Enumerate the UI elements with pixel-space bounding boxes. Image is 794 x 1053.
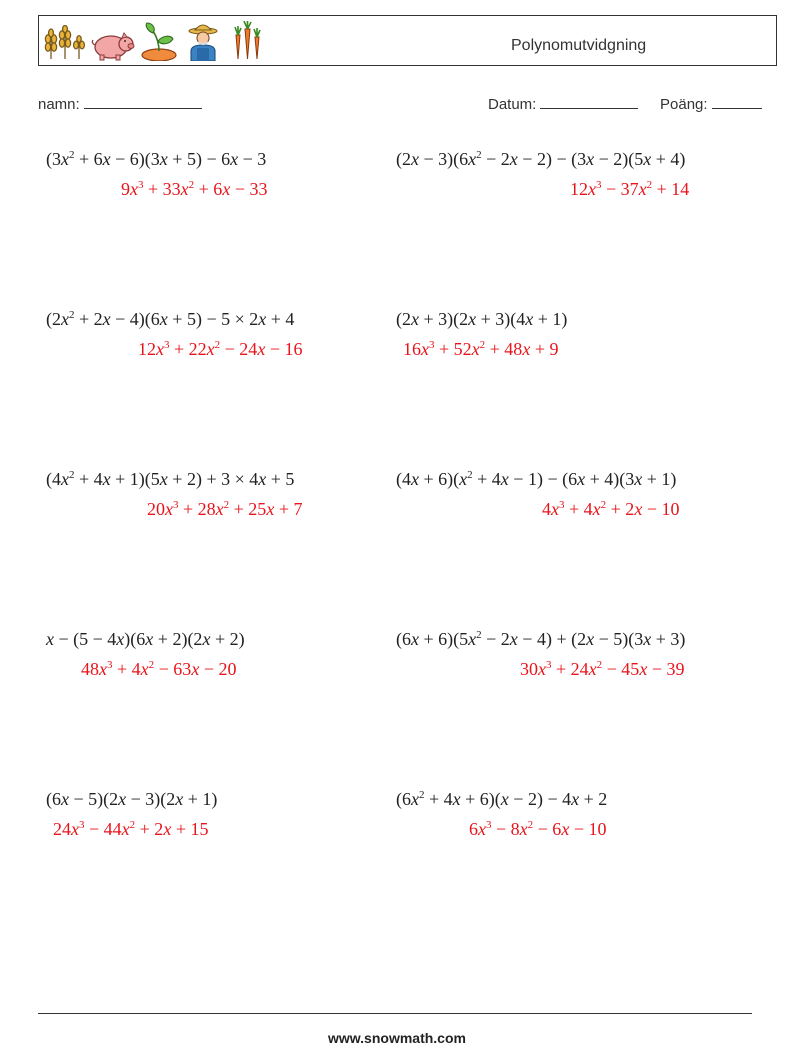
problem-answer: $6x^3 - 8x^2 - 6x - 10$	[469, 819, 607, 839]
problem-answer: $48x^3 + 4x^2 - 63x - 20$	[81, 659, 237, 679]
problem-answer: $9x^3 + 33x^2 + 6x - 33$	[121, 179, 268, 199]
carrots-icon	[227, 21, 267, 61]
problem-question: (2x + 3)(2x + 3)(4x + 1)	[396, 309, 568, 329]
problem-answer: $24x^3 - 44x^2 + 2x + 15$	[53, 819, 209, 839]
worksheet-title: Polynomutvidgning	[511, 37, 647, 54]
problem-question: x − (5 − 4x)(6x + 2)(2x + 2)	[46, 629, 245, 649]
sprout-icon	[139, 21, 179, 61]
problem-answer: $12x^3 + 22x^2 - 24x - 16$	[138, 339, 303, 359]
problem-answer: $12x^3 - 37x^2 + 14$	[570, 179, 690, 199]
worksheet-header	[38, 15, 777, 66]
problem-question: $(2x - 3)(6x^2 - 2x - 2) - (3x - 2)(5x + 4)$	[396, 149, 686, 169]
date-label: Datum:	[488, 96, 537, 113]
problem-question: (6x − 5)(2x − 3)(2x + 1)	[46, 789, 218, 809]
name-label: namn:	[38, 96, 80, 113]
problem-question: $(6x + 6)(5x^2 - 2x - 4) + (2x - 5)(3x + 3)$	[396, 629, 686, 649]
name-blank[interactable]	[84, 94, 202, 109]
problem-question: $(6x^2 + 4x + 6)(x - 2) - 4x + 2$	[396, 789, 608, 809]
pig-icon	[91, 31, 135, 61]
problem-question: $(2x^2 + 2x - 4)(6x + 5) - 5 \times 2x + 4$	[46, 309, 295, 329]
date-field	[488, 94, 638, 113]
problem-question: $(4x + 6)(x^2 + 4x - 1) - (6x + 4)(3x + 1)$	[396, 469, 677, 489]
footer-divider	[38, 1013, 752, 1014]
farmer-icon	[183, 21, 223, 61]
problem-answer: $4x^3 + 4x^2 + 2x - 10$	[542, 499, 680, 519]
problem-question: $(3x^2 + 6x - 6)(3x + 5) - 6x - 3$	[46, 149, 267, 169]
footer-site: www.snowmath.com	[328, 1030, 466, 1046]
score-label: Poäng:	[660, 96, 708, 113]
problem-answer: $20x^3 + 28x^2 + 25x + 7$	[147, 499, 303, 519]
score-field	[660, 94, 762, 113]
wheat-icon	[43, 25, 87, 61]
problem-answer: $16x^3 + 52x^2 + 48x + 9$	[403, 339, 559, 359]
problem-question: $(4x^2 + 4x + 1)(5x + 2) + 3 \times 4x + 5$	[46, 469, 295, 489]
date-blank[interactable]	[540, 94, 638, 109]
name-field	[38, 94, 202, 113]
score-blank[interactable]	[712, 94, 762, 109]
problem-answer: $30x^3 + 24x^2 - 45x - 39$	[520, 659, 685, 679]
header-icons	[43, 21, 267, 61]
